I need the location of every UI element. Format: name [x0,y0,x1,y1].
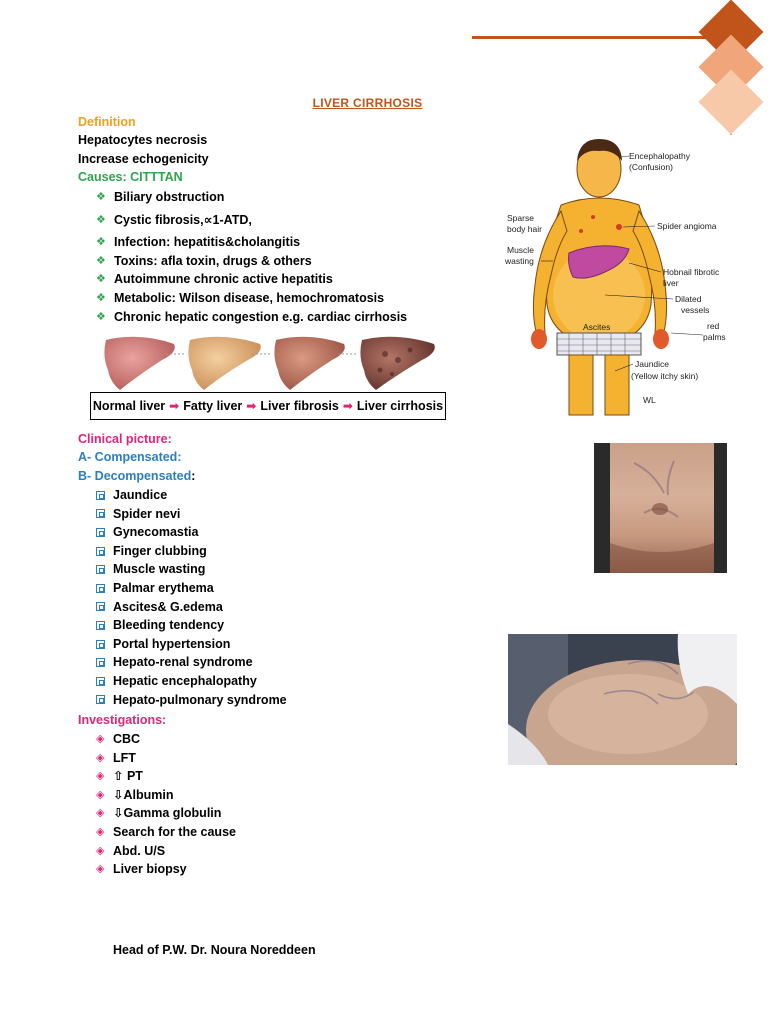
bullet-icon: ❖ [96,213,106,226]
svg-text:Jaundice: Jaundice [635,359,670,369]
bullet-icon [96,565,105,574]
list-item: ◈ Search for the cause [96,823,236,842]
list-item: Hepato-pulmonary syndrome [96,691,287,710]
svg-text:Sparse: Sparse [507,213,534,223]
bullet-icon [96,621,105,630]
header-rule [472,36,730,39]
list-item: ❖ Infection: hepatitis&cholangitis [96,233,407,252]
bullet-icon: ◈ [96,788,105,801]
list-item: ❖ Metabolic: Wilson disease, hemochromatosis [96,289,407,308]
stage-label: Normal liver [92,399,166,413]
svg-text:palms: palms [703,332,726,342]
list-item: ❖ Cystic fibrosis,∝1-ATD, [96,211,407,230]
svg-text:(Confusion): (Confusion) [629,162,673,172]
bullet-icon [96,528,105,537]
arrow-right-icon: ➡ [169,399,180,413]
fibrosis-liver-image [274,337,344,390]
list-item: Ascites& G.edema [96,598,287,617]
liver-stages-illustration [100,330,440,392]
shorts-shape [557,333,641,355]
fatty-liver-image [188,337,260,390]
bullet-icon [96,584,105,593]
arrow-right-icon: ➡ [342,399,353,413]
definition-line: Hepatocytes necrosis [78,133,208,147]
bullet-icon: ◈ [96,733,105,745]
footer-author: Head of P.W. Dr. Noura Noreddeen [113,943,316,957]
leg-left [569,355,593,415]
bullet-icon: ❖ [96,254,106,267]
list-item: ◈ ⇩Gamma globulin [96,804,236,823]
list-item: ❖ Biliary obstruction [96,188,407,207]
list-item: ◈ LFT [96,749,236,768]
stage-label: Liver fibrosis [260,399,339,413]
list-item: Portal hypertension [96,635,287,654]
cirrhosis-body-diagram [495,135,735,417]
causes-label: Causes: [78,170,131,184]
list-item: Hepato-renal syndrome [96,653,287,672]
list-item: Bleeding tendency [96,616,287,635]
svg-text:Dilated: Dilated [675,294,702,304]
stage-label: Fatty liver [183,399,243,413]
svg-text:body hair: body hair [507,224,542,234]
clinical-list [96,486,287,709]
cirrhosis-liver-image [360,337,434,390]
list-item: ❖ Autoimmune chronic active hepatitis [96,270,407,289]
bullet-icon: ❖ [96,191,106,203]
svg-text:Hobnail fibrotic: Hobnail fibrotic [663,267,720,277]
list-item: Jaundice [96,486,287,505]
svg-text:(Yellow itchy skin): (Yellow itchy skin) [631,371,699,381]
svg-text:Ascites: Ascites [583,322,611,332]
svg-text:wasting: wasting [505,256,534,266]
causes-heading [78,168,183,187]
bullet-icon: ◈ [96,844,105,857]
bullet-icon: ❖ [96,236,106,249]
decompensated-heading: B- Decompensated: [78,469,196,483]
bullet-icon: ◈ [96,807,105,820]
bullet-icon: ❖ [96,273,106,286]
page-title: LIVER CIRRHOSIS [312,96,423,110]
list-item: Hepatic encephalopathy [96,672,287,691]
bullet-icon: ❖ [96,291,106,304]
list-item: ❖ Toxins: afla toxin, drugs & others [96,252,407,271]
svg-text:vessels: vessels [681,305,710,315]
leg-right [605,355,629,415]
bullet-icon: ◈ [96,825,105,838]
bullet-icon: ◈ [96,863,105,876]
compensated-heading: A- Compensated: [78,450,182,464]
list-item: ❖ Chronic hepatic congestion e.g. cardiac cirrhosis [96,308,407,327]
bullet-icon [96,695,105,704]
arrow-right-icon: ➡ [246,399,257,413]
bullet-icon [96,677,105,686]
bullet-icon [96,602,105,611]
bullet-icon: ❖ [96,310,106,323]
svg-text:WL: WL [643,395,656,405]
list-item: Spider nevi [96,505,287,524]
list-item: ◈ Abd. U/S [96,842,236,861]
bullet-icon [96,658,105,667]
investigations-list [96,730,236,879]
definition-line: Increase echogenicity [78,152,209,166]
ascites-photo [508,634,737,765]
svg-text:red: red [707,321,720,331]
clinical-heading: Clinical picture: [78,432,172,446]
investigations-heading: Investigations: [78,713,167,727]
definition-heading: Definition [78,115,136,129]
causes-list [96,188,407,326]
svg-text:liver: liver [663,278,679,288]
normal-liver-image [104,337,174,390]
list-item: Palmar erythema [96,579,287,598]
abdomen-photo [594,443,727,573]
list-item: Finger clubbing [96,542,287,561]
bullet-icon: ◈ [96,770,105,783]
bullet-icon [96,491,105,500]
list-item: ◈ ⇩Albumin [96,786,236,805]
svg-text:Encephalopathy: Encephalopathy [629,151,690,161]
list-item: Gynecomastia [96,523,287,542]
bullet-icon [96,640,105,649]
list-item: Muscle wasting [96,560,287,579]
svg-text:Muscle: Muscle [507,245,534,255]
causes-acronym: CITTTAN [130,170,183,184]
list-item: ◈ CBC [96,730,236,749]
list-item: ◈ Liver biopsy [96,860,236,879]
stage-label: Liver cirrhosis [356,399,444,413]
bullet-icon [96,509,105,518]
svg-text:Spider angioma: Spider angioma [657,221,717,231]
bullet-icon [96,547,105,556]
stages-box [90,392,446,420]
bullet-icon: ◈ [96,751,105,764]
list-item: ◈ ⇧ PT [96,767,236,786]
